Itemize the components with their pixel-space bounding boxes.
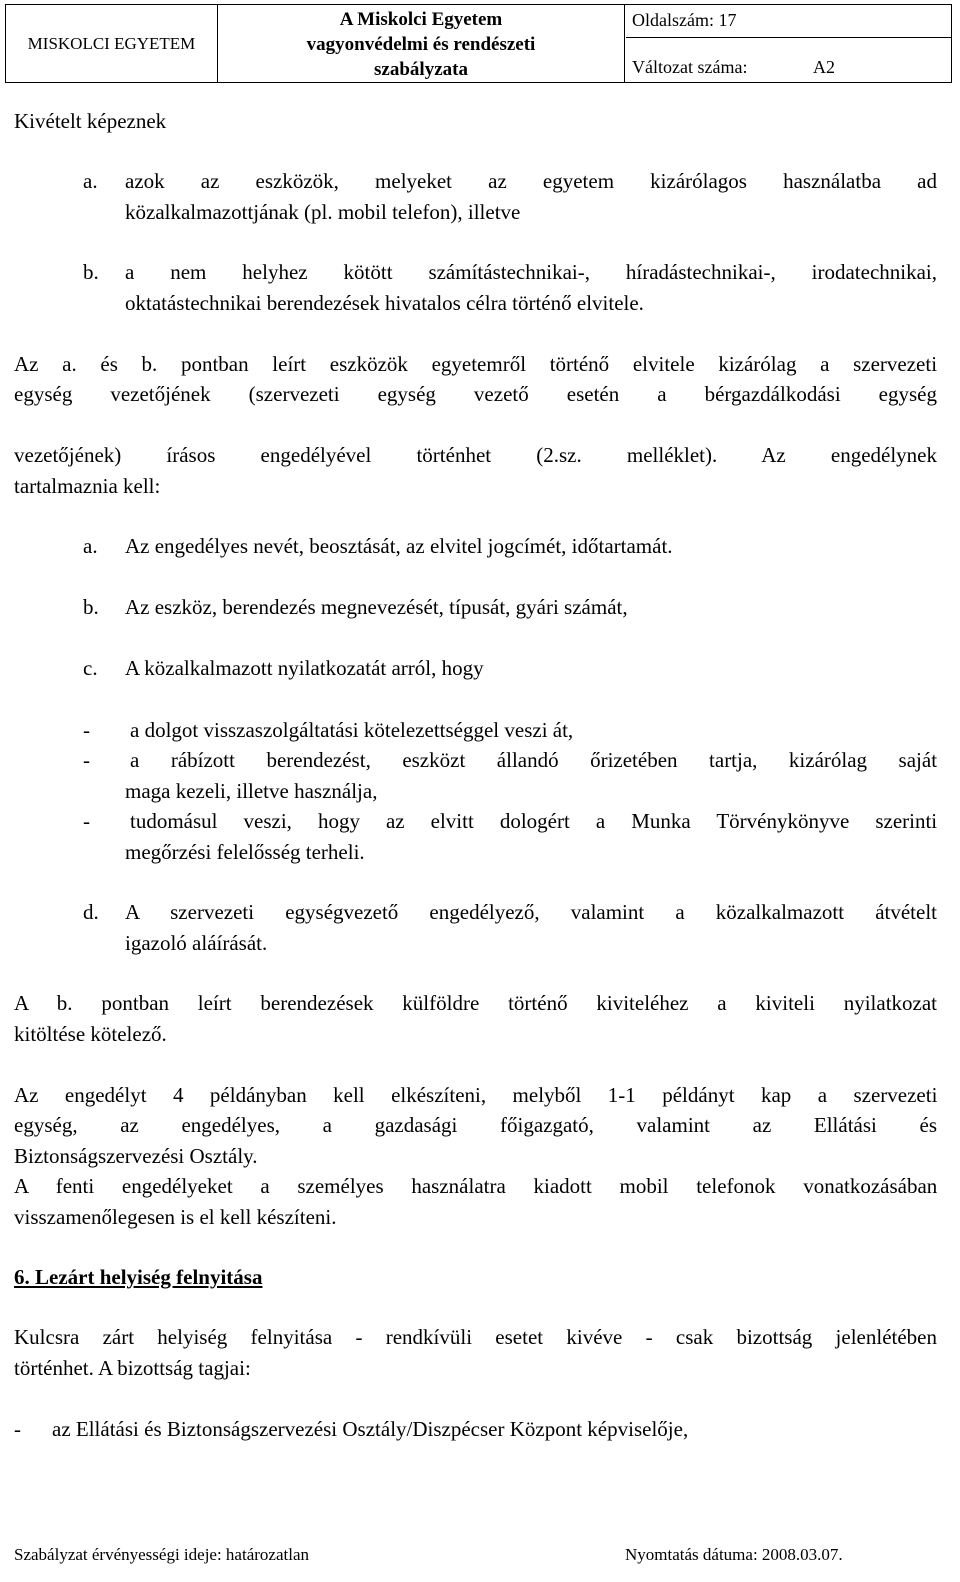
version-row [626, 39, 951, 82]
dash3-marker: - [83, 809, 90, 833]
para1-line1: Az a. és b. pontban leírt eszközök egyetemről történő elvitele kizárólag a szervezeti [14, 352, 938, 376]
title-line-3: szabályzata [374, 59, 468, 80]
header-meta [626, 5, 951, 82]
exception-b-line2: oktatástechnikai berendezések hivatalos célra történő elvitele. [125, 291, 644, 315]
item-d-marker: d. [83, 900, 99, 924]
item-b-text: Az eszköz, berendezés megnevezését, típusát, gyári számát, [125, 595, 628, 619]
exception-b-line1: a nem helyhez kötött számítástechnikai-, híradástechnikai-, irodatechnikai, [125, 260, 938, 284]
item-c-marker: c. [83, 656, 98, 680]
title-line-2: vagyonvédelmi és rendészeti [306, 34, 536, 55]
dash1-marker: - [83, 718, 90, 742]
para3-line1: Az engedélyt 4 példányban kell elkészíteni, melyből 1-1 példányt kap a szervezeti [14, 1083, 938, 1107]
para1-line2: egység vezetőjének (szervezeti egység vezető esetén a bérgazdálkodási egység [14, 382, 937, 406]
item-c-text: A közalkalmazott nyilatkozatát arról, hogy [125, 656, 484, 680]
dash3-line1: tudomásul veszi, hogy az elvitt dologért a Munka Törvénykönyve szerinti [130, 809, 938, 833]
section-heading [14, 1264, 262, 1291]
para5-line1: Kulcsra zárt helyiség felnyitása - rendkívüli esetet kivéve - csak bizottság jelenlétében [14, 1325, 937, 1349]
exception-a-line1: azok az eszközök, melyeket az egyetem kizárólagos használatba ad [125, 169, 937, 193]
page-number: Oldalszám: 17 [626, 5, 951, 38]
para4-line1: A fenti engedélyeket a személyes használatra kiadott mobil telefonok vonatkozásában [14, 1174, 938, 1198]
para1-line4: tartalmaznia kell: [14, 474, 161, 498]
section-heading-text: 6. Lezárt helyiség felnyitása [14, 1265, 263, 1289]
para5-line2: történhet. A bizottság tagjai: [14, 1356, 251, 1380]
version-value: A2 [813, 57, 835, 77]
item-d-line1: A szervezeti egységvezető engedélyező, valamint a közalkalmazott átvételt [125, 900, 937, 924]
footer-validity: Szabályzat érvényességi ideje: határozatlan [14, 1545, 309, 1564]
title-line-1: A Miskolci Egyetem [339, 9, 503, 30]
dash3-line2: megőrzési felelősség terheli. [125, 840, 365, 864]
header-title [218, 5, 625, 82]
dash2-line2: maga kezeli, illetve használja, [125, 779, 378, 803]
item-a-text: Az engedélyes nevét, beosztását, az elvitel jogcímét, időtartamát. [125, 534, 673, 558]
item-d-line2: igazoló aláírását. [125, 931, 268, 955]
dash2-marker: - [83, 748, 90, 772]
para3-line3: Biztonságszervezési Osztály. [14, 1144, 258, 1168]
para2-line1: A b. pontban leírt berendezések külföldre történő kiviteléhez a kiviteli nyilatkozat [14, 991, 937, 1015]
para2-line2: kitöltése kötelező. [14, 1022, 167, 1046]
dash2-line1: a rábízott berendezést, eszközt állandó őrizetében tartja, kizárólag saját [130, 748, 938, 772]
member1-marker: - [14, 1417, 21, 1441]
exception-b-marker: b. [83, 260, 99, 284]
exception-a-marker: a. [83, 169, 98, 193]
header-university [6, 5, 218, 82]
intro-text: Kivételt képeznek [14, 109, 167, 133]
footer-print-date: Nyomtatás dátuma: 2008.03.07. [625, 1545, 843, 1564]
version-label: Változat száma: [632, 57, 748, 77]
university-name: MISKOLCI EGYETEM [27, 33, 196, 53]
member1-text: az Ellátási és Biztonságszervezési Osztály/Diszpécser Központ képviselője, [52, 1417, 689, 1441]
dash1-text: a dolgot visszaszolgáltatási kötelezettséggel veszi át, [130, 718, 574, 742]
document-header [5, 4, 952, 83]
para1-line3: vezetőjének) írásos engedélyével történhet (2.sz. melléklet). Az engedélynek [14, 443, 937, 467]
exception-a-line2: közalkalmazottjának (pl. mobil telefon), illetve [125, 200, 521, 224]
item-a-marker: a. [83, 534, 98, 558]
item-b-marker: b. [83, 595, 99, 619]
para4-line2: visszamenőlegesen is el kell készíteni. [14, 1205, 337, 1229]
para3-line2: egység, az engedélyes, a gazdasági főigazgató, valamint az Ellátási és [14, 1113, 937, 1137]
